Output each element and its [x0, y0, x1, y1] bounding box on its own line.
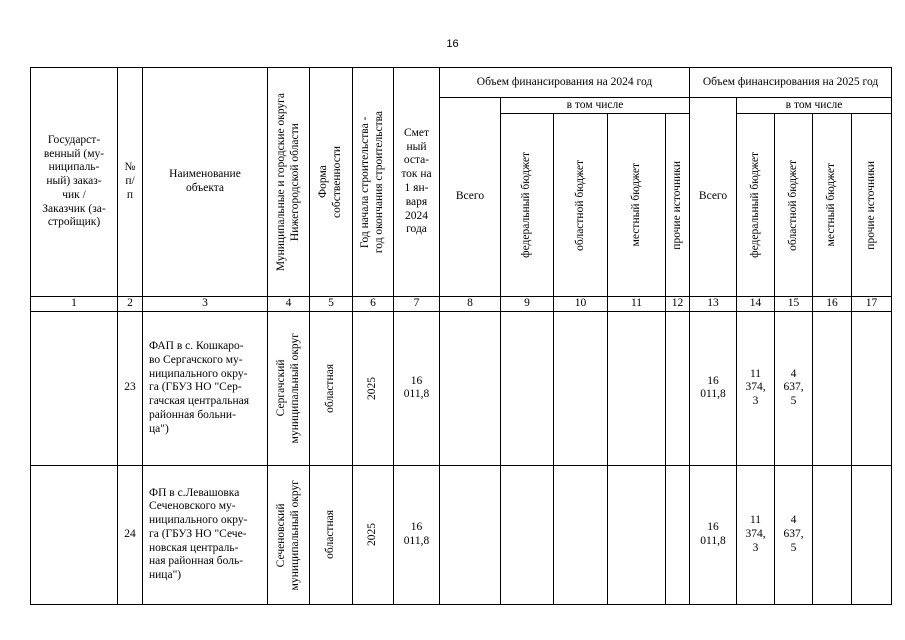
header-customer: Государст- венный (му- ниципаль- ный) заказ- чик / Заказчик (за- стройщик)	[31, 68, 118, 297]
row-federal-2024	[501, 465, 554, 604]
row-federal-2025: 11 374, 3	[737, 465, 775, 604]
row-years: 2025	[353, 311, 394, 465]
header-federal-2025: федеральный бюджет	[737, 114, 775, 297]
row-local-2024	[608, 465, 666, 604]
row-regional-2025: 4 637, 5	[775, 311, 813, 465]
header-local-2025: местный бюджет	[813, 114, 852, 297]
column-number: 4	[268, 297, 310, 312]
column-number: 8	[440, 297, 501, 312]
header-row-1	[31, 68, 892, 98]
row-district: Сеченовский муниципальный округ	[268, 465, 310, 604]
row-other-2025	[852, 311, 892, 465]
row-customer	[31, 311, 118, 465]
column-number: 3	[143, 297, 268, 312]
row-num: 23	[118, 311, 143, 465]
row-total-2025: 16 011,8	[690, 465, 737, 604]
header-funding-2024: Объем финансирования на 2024 год	[440, 68, 690, 98]
row-federal-2025: 11 374, 3	[737, 311, 775, 465]
header-other-2025: прочие источники	[852, 114, 892, 297]
column-number: 11	[608, 297, 666, 312]
funding-table	[30, 67, 892, 605]
column-number: 16	[813, 297, 852, 312]
header-years: Год начала строительства - год окончания строительства	[353, 68, 394, 297]
column-number-row	[31, 297, 892, 312]
row-remainder: 16 011,8	[394, 311, 440, 465]
row-total-2025: 16 011,8	[690, 311, 737, 465]
column-number: 2	[118, 297, 143, 312]
header-district: Муниципальные и городские округа Нижегородской области	[268, 68, 310, 297]
row-local-2024	[608, 311, 666, 465]
header-regional-2025: областной бюджет	[775, 114, 813, 297]
row-customer	[31, 465, 118, 604]
column-number: 9	[501, 297, 554, 312]
row-federal-2024	[501, 311, 554, 465]
row-object-name: ФАП в с. Кошкаро- во Сергачского му- ниципального окру- га (ГБУЗ НО "Сер- гачская центральная районная больни- ца")	[143, 311, 268, 465]
row-local-2025	[813, 311, 852, 465]
header-other-2024: прочие источники	[666, 114, 690, 297]
row-remainder: 16 011,8	[394, 465, 440, 604]
row-other-2025	[852, 465, 892, 604]
header-num: № п/ п	[118, 68, 143, 297]
table-row	[31, 311, 892, 465]
header-federal-2024: федеральный бюджет	[501, 114, 554, 297]
column-number: 12	[666, 297, 690, 312]
header-total-2024: Всего	[440, 98, 501, 297]
row-total-2024	[440, 465, 501, 604]
header-funding-2025: Объем финансирования на 2025 год	[690, 68, 892, 98]
column-number: 6	[353, 297, 394, 312]
row-total-2024	[440, 311, 501, 465]
column-number: 1	[31, 297, 118, 312]
row-local-2025	[813, 465, 852, 604]
column-number: 14	[737, 297, 775, 312]
row-years: 2025	[353, 465, 394, 604]
header-remainder: Смет ный оста- ток на 1 ян- варя 2024 года	[394, 68, 440, 297]
row-district: Сергачский муниципальный округ	[268, 311, 310, 465]
column-number: 5	[310, 297, 353, 312]
header-object-name: Наименование объекта	[143, 68, 268, 297]
row-object-name: ФП в с.Левашовка Сеченовского му- ниципального окру- га (ГБУЗ НО "Сече- новская централь- ная районная боль- ница")	[143, 465, 268, 604]
column-number: 15	[775, 297, 813, 312]
row-other-2024	[666, 465, 690, 604]
row-ownership: областная	[310, 311, 353, 465]
column-number: 17	[852, 297, 892, 312]
header-total-2025: Всего	[690, 98, 737, 297]
column-number: 13	[690, 297, 737, 312]
row-ownership: областная	[310, 465, 353, 604]
header-including-2024: в том числе	[501, 98, 690, 114]
row-num: 24	[118, 465, 143, 604]
row-regional-2024	[554, 465, 608, 604]
header-local-2024: местный бюджет	[608, 114, 666, 297]
column-number: 7	[394, 297, 440, 312]
row-regional-2024	[554, 311, 608, 465]
header-regional-2024: областной бюджет	[554, 114, 608, 297]
column-number: 10	[554, 297, 608, 312]
table-row	[31, 465, 892, 604]
page-number: 16	[446, 38, 459, 50]
row-other-2024	[666, 311, 690, 465]
row-regional-2025: 4 637, 5	[775, 465, 813, 604]
header-including-2025: в том числе	[737, 98, 892, 114]
header-ownership: Форма собственности	[310, 68, 353, 297]
